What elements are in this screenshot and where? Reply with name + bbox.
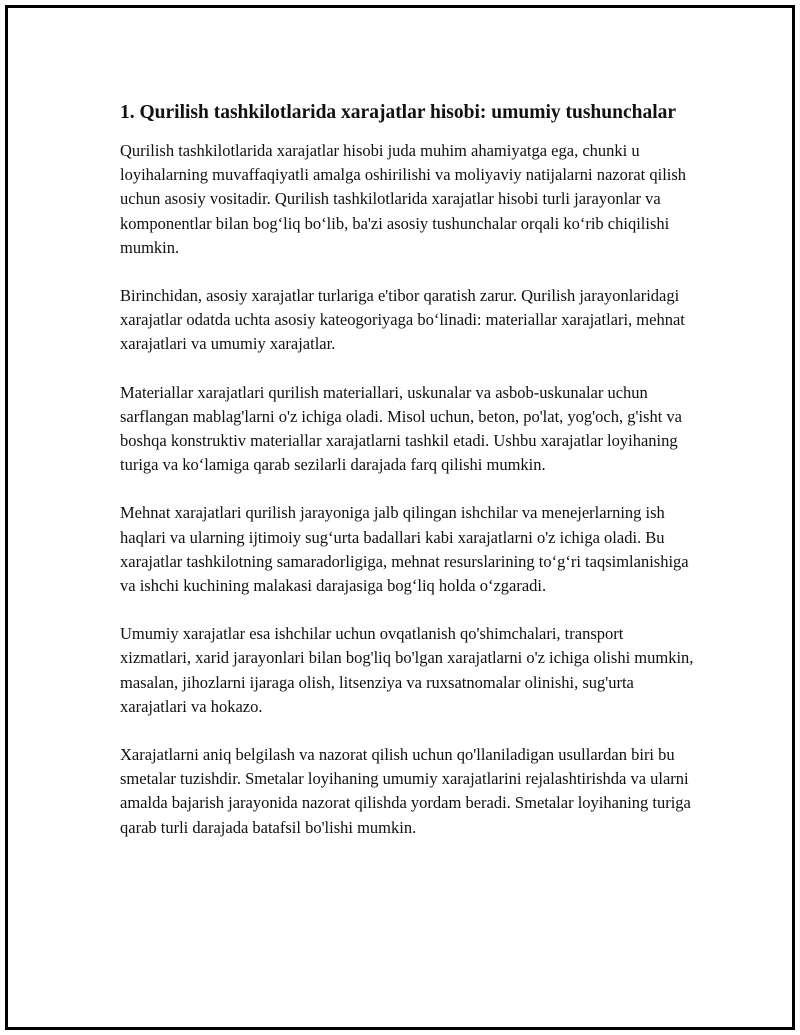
section-heading: 1. Qurilish tashkilotlarida xarajatlar hisobi: umumiy tushunchalar <box>120 102 677 123</box>
document-body <box>120 100 698 864</box>
paragraph-4: Mehnat xarajatlari qurilish jarayoniga jalb qilingan ishchilar va menejerlarning ish haqlari va ularning ijtimoiy sug‘urta badallari kabi xarajatlarni o'z ichiga oladi. Bu xarajatlar tashkilotning samaradorligiga, mehnat resurslarining to‘g‘ri taqsimlanishiga va ishchi kuchining malakasi darajasiga bog‘liq holda o‘zgaradi. <box>120 503 689 596</box>
paragraph-2: Birinchidan, asosiy xarajatlar turlariga e'tibor qaratish zarur. Qurilish jarayonlaridagi xarajatlar odatda uchta asosiy kateogoriyaga bo‘linadi: materiallar xarajatlari, mehnat xarajatlari va umumiy xarajatlar. <box>120 286 685 354</box>
page-frame <box>5 5 795 1030</box>
paragraph-5: Umumiy xarajatlar esa ishchilar uchun ovqatlanish qo'shimchalari, transport xizmatlari, xarid jarayonlari bilan bog'liq bo'lgan xarajatlarni o'z ichiga olishi mumkin, masalan, jihozlarni ijaraga olish, litsenziya va ruxsatnomalar olinishi, sug'urta xarajatlari va hokazo. <box>120 624 694 716</box>
paragraph-1: Qurilish tashkilotlarida xarajatlar hisobi juda muhim ahamiyatga ega, chunki u loyihalarning muvaffaqiyatli amalga oshirilishi va moliyaviy natijalarni nazorat qilish uchun asosiy vositadir. Qurilish tashkilotlarida xarajatlar hisobi turli jarayonlar va komponentlar bilan bog‘liq bo‘lib, ba'zi asosiy tushunchalar orqali ko‘rib chiqilishi mumkin. <box>120 141 687 257</box>
paragraph-3: Materiallar xarajatlari qurilish materiallari, uskunalar va asbob-uskunalar uchun sarflangan mablag'larni o'z ichiga oladi. Misol uchun, beton, po'lat, yog'och, g'isht va boshqa konstruktiv materiallar xarajatlarni tashkil etadi. Ushbu xarajatlar loyihaning turiga va ko‘lamiga qarab sezilarli darajada farq qilishi mumkin. <box>120 382 682 475</box>
paragraph-6: Xarajatlarni aniq belgilash va nazorat qilish uchun qo'llaniladigan usullardan biri bu smetalar tuzishdir. Smetalar loyihaning umumiy xarajatlarini rejalashtirishda va ularni amalda bajarish jarayonida nazorat qilishda yordam beradi. Smetalar loyihaning turiga qarab turli darajada batafsil bo'lishi mumkin. <box>120 745 691 837</box>
